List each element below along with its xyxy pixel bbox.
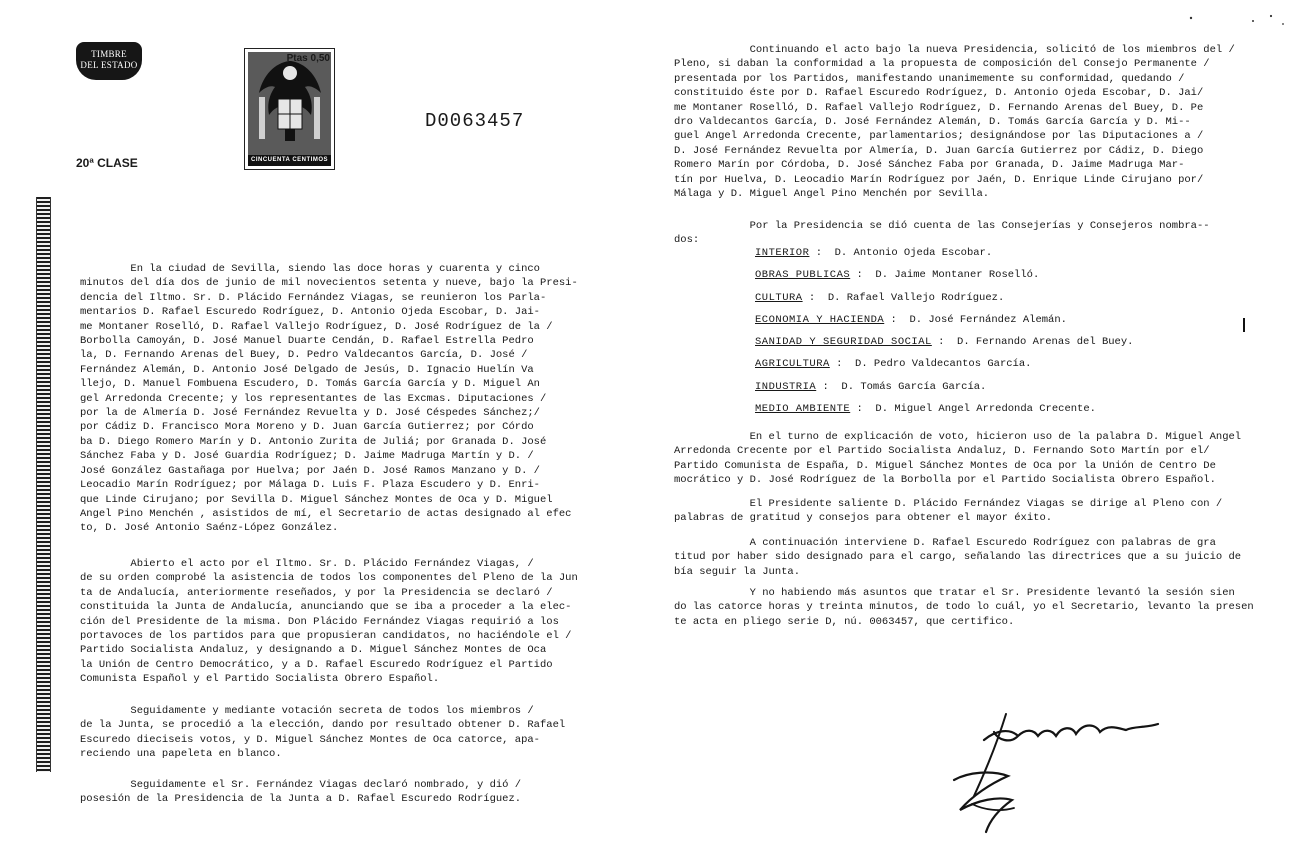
consejeria-name: OBRAS PUBLICAS: [755, 269, 851, 282]
consejeria-name: SANIDAD Y SEGURIDAD SOCIAL: [755, 336, 932, 349]
revenue-stamp: [244, 48, 335, 170]
emblem-line-2: DEL ESTADO: [80, 60, 138, 70]
signature: [914, 700, 1194, 840]
paragraph-council: Continuando el acto bajo la nueva Presidencia, solicitó de los miembros del / Pleno, si daban la conformidad a la propuesta de composición del Consejo Permanente / presentada por los Partidos, manifestando unanimemente su conformidad, quedando / constituido éste por D. Rafael Escuredo Rodríguez, D. Antonio Ojeda Escobar, D. Jai/ me Montaner Roselló, D. Rafael Vallejo Rodríguez, D. Fernando Arenas del Buey, D. Pe dro Valdecantos García, D. José Fernández Alemán, D. Tomás García García y D. Mi-- guel Angel Arredonda Crecente, parlamentarios; designándose por las Diputaciones a / D. José Fernández Revuelta por Almería, D. Juan García Gutierrez por Cádiz, D. Diego Romero Marín por Córdoba, D. José Sánchez Faba por Granada, D. Jaime Madruga Mar- tín por Huelva, D. Leocadio Marín Rodríguez por Jaén, D. Enrique Linde Cirujano por/ Málaga y D. Miguel Angel Pino Menchén por Sevilla.: [674, 44, 1235, 201]
class-label: 20ª CLASE: [76, 156, 138, 170]
margin-mark: [1243, 318, 1245, 332]
emblem-line-1: TIMBRE: [91, 49, 127, 59]
list-item: [755, 403, 1133, 425]
stamp-caption: CINCUENTA CENTIMOS: [248, 155, 331, 166]
stamp-eagle-icon: [245, 49, 334, 169]
paragraph-new-president: A continuación interviene D. Rafael Escuredo Rodríguez con palabras de gra titud por haber sido designado para el cargo, señalando las directrices que a su juicio de bía seguir la Junta.: [674, 537, 1242, 578]
list-item: [755, 381, 1133, 403]
paragraph-consejerias-intro: Por la Presidencia se dió cuenta de las Consejerías y Consejeros nombra-- dos:: [674, 220, 1210, 247]
list-item: [755, 358, 1133, 380]
consejerias-list: [755, 247, 1133, 425]
list-item: [755, 247, 1133, 269]
consejero-name: : D. Tomás García García.: [816, 380, 987, 393]
speck-marks: [1187, 12, 1287, 28]
paragraph-vote: Seguidamente y mediante votación secreta de todos los miembros / de la Junta, se procedió a la elección, dando por resultado obtener D. Rafael Escuredo dieciseis votos, y D. Miguel Sánchez Montes de Oca catorce, apa- reciendo una papeleta en blanco.: [80, 705, 566, 761]
consejero-name: : D. Rafael Vallejo Rodríguez.: [802, 291, 1005, 304]
consejeria-name: AGRICULTURA: [755, 358, 830, 371]
consejeria-name: INTERIOR: [755, 247, 810, 259]
consejeria-name: CULTURA: [755, 291, 803, 304]
paragraph-constitution: Abierto el acto por el Iltmo. Sr. D. Plácido Fernández Viagas, / de su orden comprobé la asistencia de todos los componentes del Pleno de la Jun ta de Andalucía, anteriormente reseñados, y por la Presidencia se declaró / constituida la Junta de Andalucía, anunciando que se iba a proceder a la elec- ción del Presidente de la misma. Don Plácido Fernández Viagas requirió a los portavoces de los partidos para que propusieran candidatos, no haciéndole el / Partido Socialista Andaluz, y designando a D. Miguel Sánchez Montes de Oca la Unión de Centro Democrático, y a D. Rafael Escuredo Rodríguez el Partido Comunista Español y el Partido Socialista Obrero Español.: [80, 558, 578, 686]
list-item: [755, 314, 1133, 336]
paragraph-closing: Y no habiendo más asuntos que tratar el Sr. Presidente levantó la sesión sien do las catorce horas y treinta minutos, de todo lo cuál, yo el Secretario, levanto la presen te acta en pliego serie D, nú. 0063457, que certifico.: [674, 587, 1254, 628]
consejeria-name: INDUSTRIA: [755, 380, 817, 393]
consejero-name: : D. José Fernández Alemán.: [884, 313, 1067, 326]
timbre-emblem: [76, 42, 142, 80]
consejero-name: : D. Pedro Valdecantos García.: [829, 358, 1032, 371]
right-page: [652, 0, 1304, 849]
stamp-value: Ptas 0,50: [286, 53, 330, 64]
serial-number: D0063457: [425, 110, 525, 132]
list-item: [755, 292, 1133, 314]
consejero-name: : D. Jaime Montaner Roselló.: [850, 269, 1040, 282]
consejeria-name: ECONOMIA Y HACIENDA: [755, 313, 885, 326]
paragraph-possession: Seguidamente el Sr. Fernández Viagas declaró nombrado, y dió / posesión de la Presidencia de la Junta a D. Rafael Escuredo Rodríguez.: [80, 779, 522, 806]
list-item: [755, 336, 1133, 358]
consejero-name: : D. Antonio Ojeda Escobar.: [809, 247, 993, 259]
paragraph-opening: En la ciudad de Sevilla, siendo las doce horas y cuarenta y cinco minutos del día dos de junio de mil novecientos setenta y nueve, bajo la Presi- dencia del Iltmo. Sr. D. Plácido Fernández Viagas, se reunieron los Parla- mentarios D. Rafael Escuredo Rodríguez, D. Antonio Ojeda Escobar, D. Jai- me Montaner Roselló, D. Rafael Vallejo Rodríguez, D. José Rodríguez de la / Borbolla Camoyán, D. José Manuel Duarte Cendán, D. Rafael Estrella Pedro la, D. Fernando Arenas del Buey, D. Pedro Valdecantos García, D. José / Fernández Alemán, D. Antonio José Delgado de Jesús, D. Ignacio Huelín Va llejo, D. Manuel Fombuena Escudero, D. Tomás García García y D. Miguel An gel Arredonda Crecente; y los representantes de las Excmas. Diputaciones / por la de Almería D. José Fernández Revuelta y D. José Céspedes Sánchez;/ por Cádiz D. Francisco Mora Moreno y D. Juan García Gutierrez; por Córdo ba D. Diego Romero Marín y D. Antonio Zurita de Juliá; por Granada D. José Sánchez Faba y D. José Guardia Rodríguez; D. Jaime Madruga Martín y D. / José González Gastañaga por Huelva; por Jaén D. José Ramos Manzano y D. / Leocadio Marín Rodríguez; por Málaga D. Luis F. Plaza Escudero y D. Enri- que Linde Cirujano; por Sevilla D. Miguel Sánchez Montes de Oca y D. Miguel Angel Pino Menchén , asistidos de mí, el Secretario de actas designado al efec to, D. José Antonio Saénz-López González.: [80, 263, 578, 535]
paragraph-vote-explanation: En el turno de explicación de voto, hicieron uso de la palabra D. Miguel Angel Arredonda Crecente por el Partido Socialista Andaluz, D. Fernando Soto Martín por el/ Partido Comunista de España, D. Miguel Sánchez Montes de Oca por la Unión de Centro De mocrático y D. José Rodríguez de la Borbolla por el Partido Socialista Obrero Español.: [674, 431, 1242, 487]
consejero-name: : D. Miguel Angel Arredonda Crecente.: [850, 403, 1096, 416]
consejero-name: : D. Fernando Arenas del Buey.: [931, 336, 1134, 349]
paragraph-outgoing-president: El Presidente saliente D. Plácido Fernández Viagas se dirige al Pleno con / palabras de gratitud y consejos para obtener el mayor éxito.: [674, 498, 1223, 525]
list-item: [755, 269, 1133, 291]
consejeria-name: MEDIO AMBIENTE: [755, 403, 851, 416]
spiral-binding: [36, 197, 51, 772]
